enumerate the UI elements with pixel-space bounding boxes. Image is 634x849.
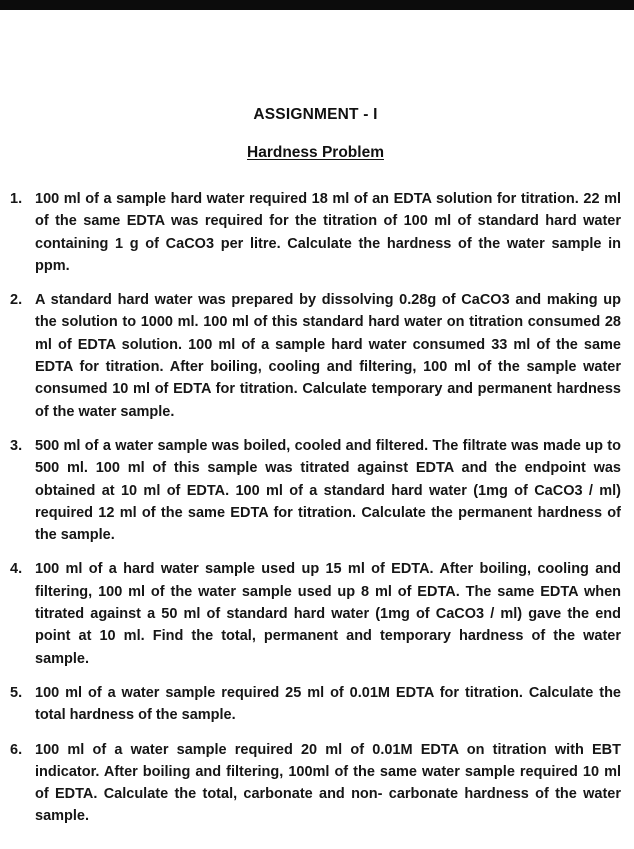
problem-item <box>10 682 621 727</box>
problem-text: 100 ml of a water sample required 20 ml of 0.01M EDTA on titration with EBT indicator. After boiling and filtering, 100ml of the same water sample required 10 ml of EDTA. Calculate the total, carbonate and non- carbonate hardness of the water sample. <box>35 741 621 825</box>
problem-number: 2. <box>10 292 23 309</box>
problem-list <box>10 188 621 828</box>
problem-number: 6. <box>10 741 23 758</box>
problem-number: 5. <box>10 684 23 701</box>
problem-text: 500 ml of a water sample was boiled, cooled and filtered. The filtrate was made up to 500 ml. 100 ml of this sample was titrated against EDTA and the endpoint was obtained at 10 ml of EDTA. 100 ml of a standard hard water (1mg of CaCO3 / ml) required 12 ml of the same EDTA for titration. Calculate the permanent hardness of the sample. <box>35 437 621 544</box>
problem-item <box>10 435 621 546</box>
problem-text: 100 ml of a hard water sample used up 15 ml of EDTA. After boiling, cooling and filtering, 100 ml of the water sample used up 8 ml of EDTA. The same EDTA when titrated against a 50 ml of standard hard water (1mg of CaCO3 / ml) gave the end point at 10 ml. Find the total, permanent and temporary hardness of the water sample. <box>35 561 621 667</box>
problem-text: 100 ml of a sample hard water required 18 ml of an EDTA solution for titration. 22 ml of the same EDTA was required for the titration of 100 ml of standard hard water containing 1 g of CaCO3 per litre. Calculate the hardness of the water sample in ppm. <box>35 191 621 274</box>
problem-number: 1. <box>10 191 23 207</box>
problem-number: 3. <box>10 437 23 454</box>
problem-item <box>10 558 621 669</box>
document-subtitle: Hardness Problem <box>247 144 384 161</box>
document-page <box>0 10 634 828</box>
problem-text: A standard hard water was prepared by dissolving 0.28g of CaCO3 and making up the solution to 1000 ml. 100 ml of this standard hard water on titration consumed 28 ml of EDTA solution. 100 ml of a sample hard water consumed 33 ml of the same EDTA for titration. After boiling, cooling and filtering, 100 ml of the sample water consumed 10 ml of EDTA for titration. Calculate temporary and permanent hardness of the water sample. <box>35 292 621 420</box>
problem-text: 100 ml of a water sample required 25 ml of 0.01M EDTA for titration. Calculate the total hardness of the sample. <box>35 684 621 724</box>
problem-number: 4. <box>10 561 23 578</box>
problem-item <box>10 289 621 423</box>
problem-item <box>10 188 621 277</box>
problem-item <box>10 739 621 828</box>
document-title: ASSIGNMENT - I <box>253 106 378 123</box>
top-bar <box>0 0 634 10</box>
